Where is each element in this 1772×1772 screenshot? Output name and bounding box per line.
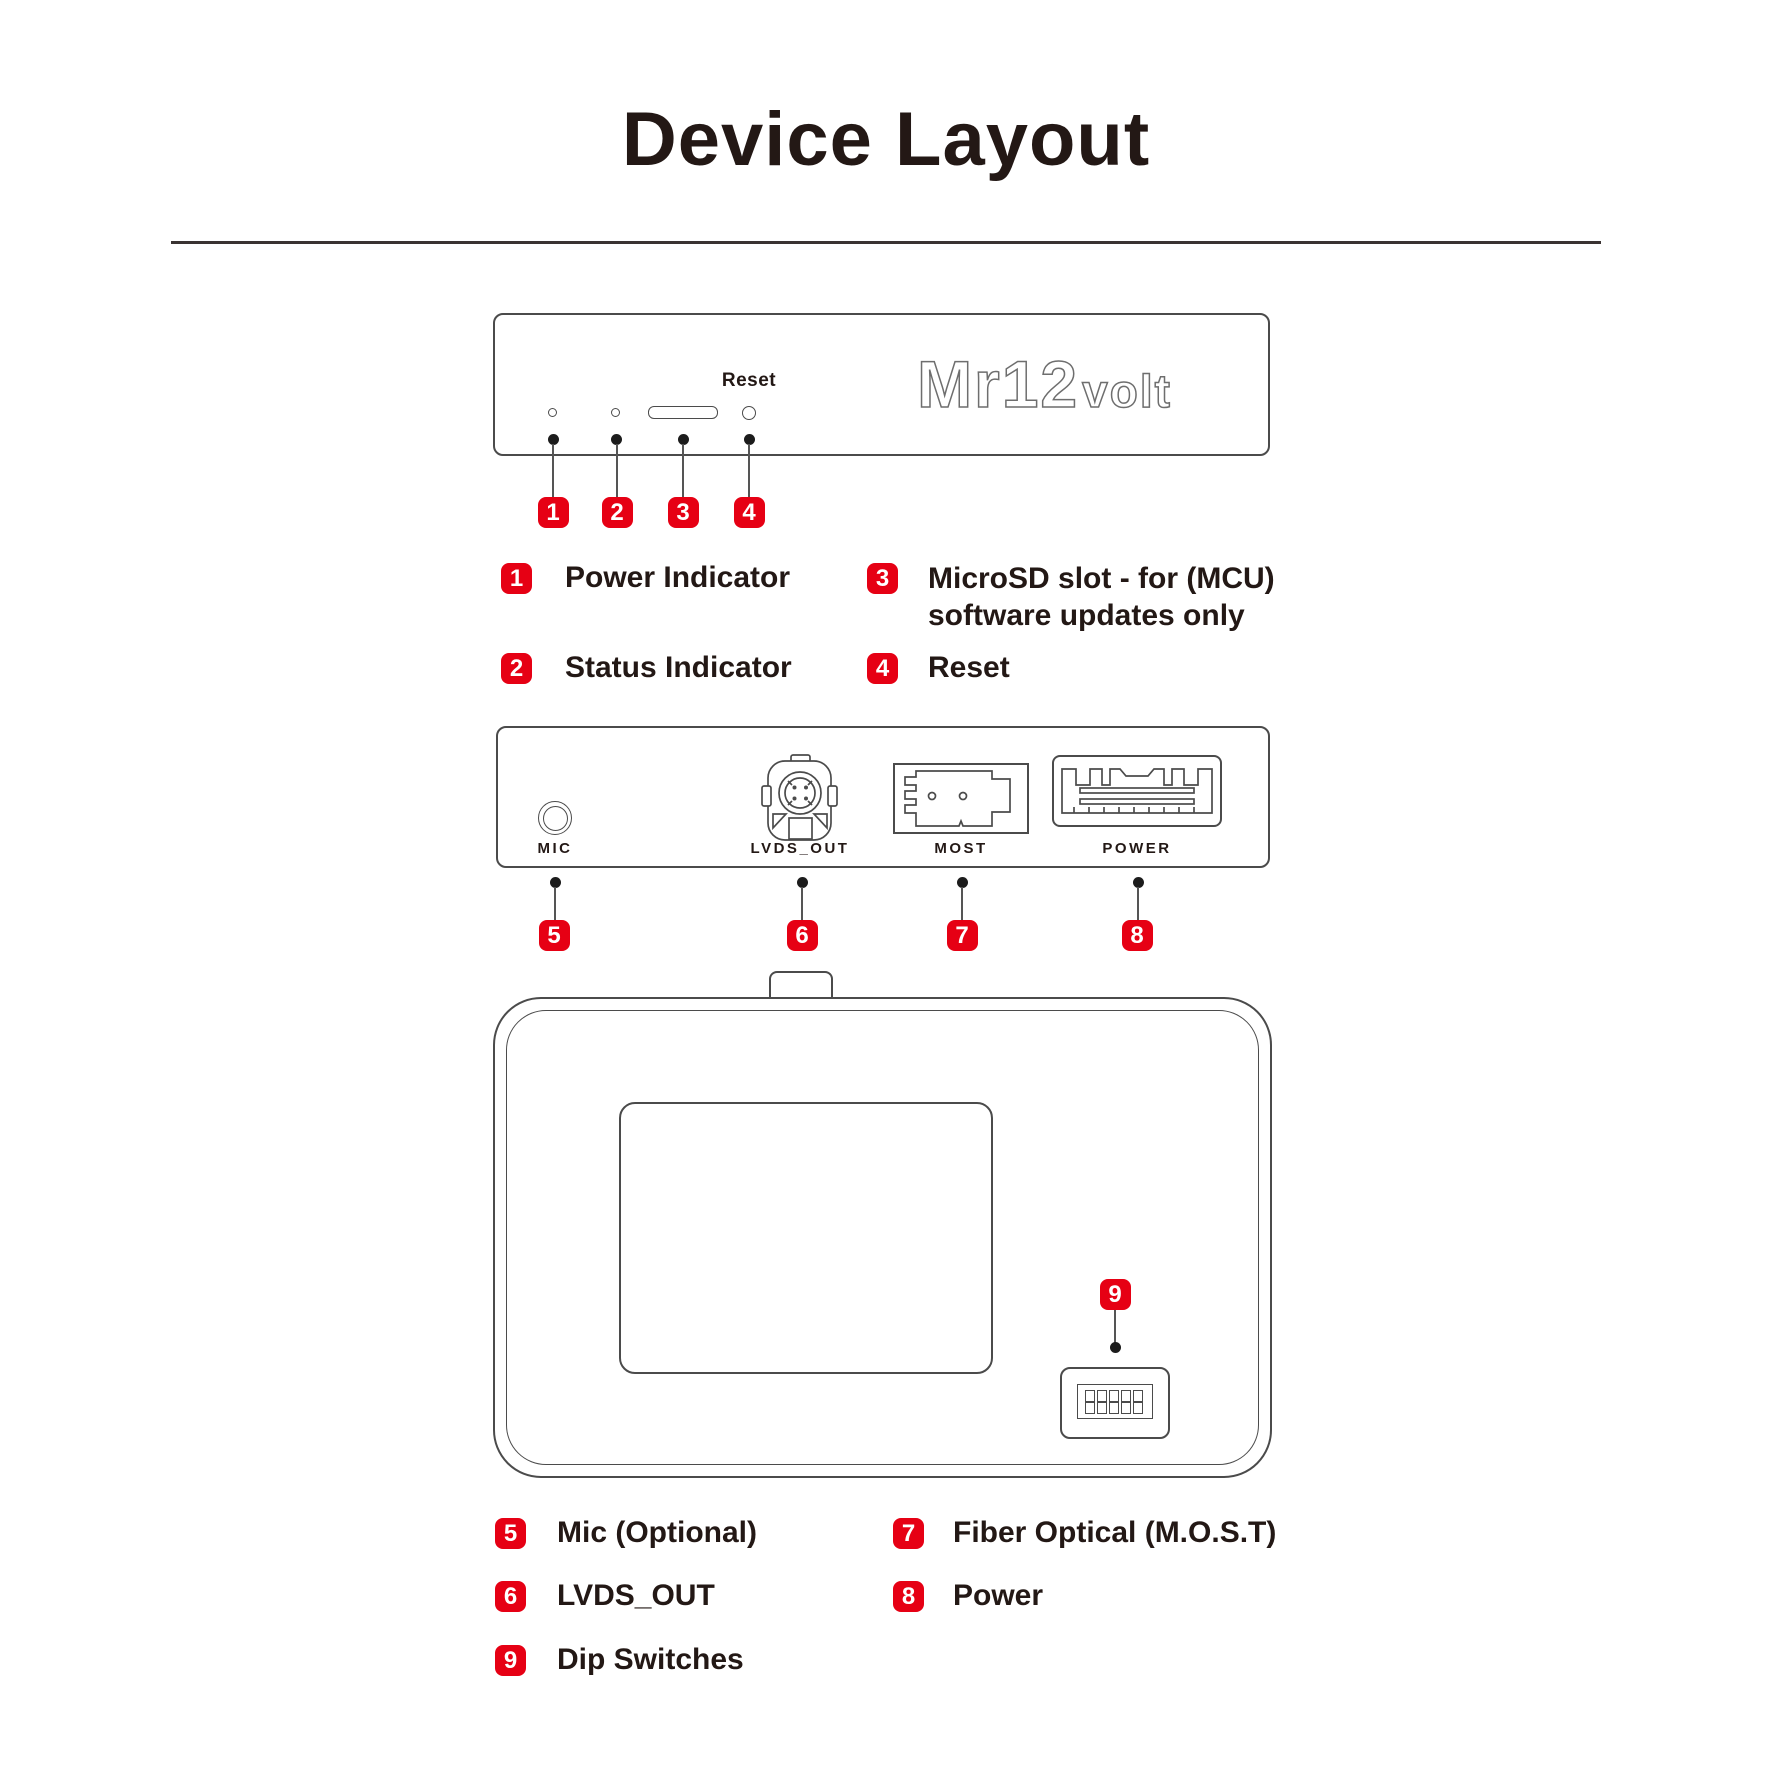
marker-badge-5: 5 [539,920,570,951]
legend-badge-4: 4 [867,653,898,684]
power-led-icon [548,408,557,417]
callout-dot-icon [744,434,755,445]
callout-dot-icon [611,434,622,445]
marker-badge-6: 6 [787,920,818,951]
legend-label-dip-switches: Dip Switches [557,1643,744,1676]
dip-switch-icon [1109,1390,1119,1414]
legend-badge-6: 6 [495,1581,526,1612]
legend-label-fiber-optical: Fiber Optical (M.O.S.T) [953,1516,1277,1549]
mic-port-label: MIC [537,840,573,857]
brand-logo-bold: Mr12 [917,347,1080,421]
callout-line [552,444,554,497]
callout-line [616,444,618,497]
title-divider [171,241,1601,244]
power-port-label: POWER [1102,840,1172,857]
brand-logo-light: volt [1082,365,1172,417]
legend-label-reset: Reset [928,651,1010,684]
reset-port-label: Reset [721,370,777,391]
legend-badge-7: 7 [893,1518,924,1549]
lvds-port-label: LVDS_OUT [750,840,850,857]
callout-dot-icon [1133,877,1144,888]
legend-label-lvds-out: LVDS_OUT [557,1579,715,1612]
brand-logo [912,346,1177,424]
callout-line [748,444,750,497]
callout-dot-icon [957,877,968,888]
marker-badge-1: 1 [538,497,569,528]
callout-line [1137,887,1139,920]
mic-port-inner-icon [543,806,568,831]
legend-label-microsd [928,560,1275,634]
marker-badge-2: 2 [602,497,633,528]
microsd-slot-icon [648,406,718,419]
legend-label-power: Power [953,1579,1044,1612]
marker-badge-7: 7 [947,920,978,951]
callout-dot-icon [550,877,561,888]
callout-line [961,887,963,920]
legend-label-mic: Mic (Optional) [557,1516,757,1549]
legend-badge-2: 2 [501,653,532,684]
lvds-connector-tab-icon [769,971,833,999]
dip-switch-icon [1097,1390,1107,1414]
dip-switch-icon [1085,1390,1095,1414]
status-led-icon [611,408,620,417]
callout-dot-icon [1110,1342,1121,1353]
dip-switch-icon [1133,1390,1143,1414]
legend-badge-3: 3 [867,563,898,594]
legend-label-power-indicator: Power Indicator [565,561,791,594]
legend-badge-8: 8 [893,1581,924,1612]
marker-badge-9: 9 [1100,1279,1131,1310]
dip-switch-icon [1121,1390,1131,1414]
reset-button-icon [742,406,756,420]
callout-dot-icon [548,434,559,445]
most-port-label: MOST [934,840,988,857]
callout-line [554,887,556,920]
marker-badge-4: 4 [734,497,765,528]
legend-badge-9: 9 [495,1645,526,1676]
callout-dot-icon [678,434,689,445]
power-connector-icon [1056,759,1218,823]
callout-dot-icon [797,877,808,888]
legend-label-microsd-line2: software updates only [928,599,1245,632]
legend-label-status-indicator: Status Indicator [565,651,792,684]
lvds-connector-icon [758,750,842,850]
page-title: Device Layout [621,97,1151,182]
callout-line [682,444,684,497]
marker-badge-3: 3 [668,497,699,528]
legend-label-microsd-line1: MicroSD slot - for (MCU) [928,562,1275,595]
marker-badge-8: 8 [1122,920,1153,951]
legend-badge-1: 1 [501,563,532,594]
callout-line [801,887,803,920]
callout-line [1114,1310,1116,1343]
bottom-view-panel-area [619,1102,993,1374]
most-connector-icon [895,765,1027,832]
legend-badge-5: 5 [495,1518,526,1549]
